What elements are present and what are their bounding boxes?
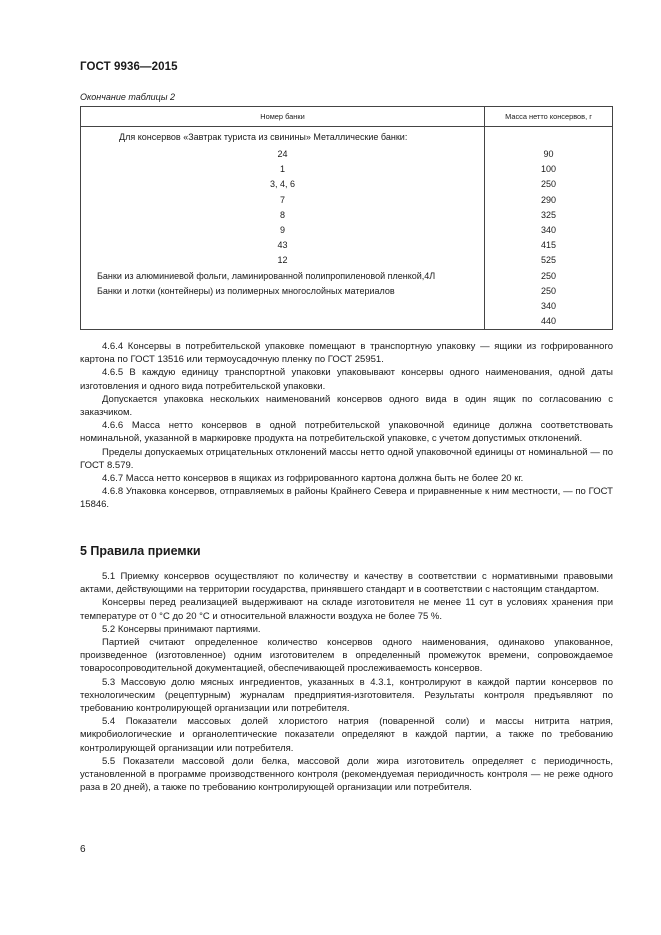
paragraph: Допускается упаковка нескольких наименований консервов одного вида в один ящик по согласованию с заказчиком. [80,393,613,419]
acceptance-text-block [80,570,613,794]
mass-table [80,106,613,330]
table-cell-mass: 250 [485,284,613,299]
table-row [81,147,613,162]
paragraph: Партией считают определенное количество консервов одного наименования, одинаково упакованное, произведенное (изготовленное) одним изготовителем в определенный промежуток времени, сопровождаемое товаросопроводительной документацией, обеспечивающей прослеживаемость консервов. [80,637,613,675]
paragraph: Консервы перед реализацией выдерживают на складе изготовителя не менее 11 сут в условиях хранения при температуре от 0 °С до 20 °С и относительной влажности воздуха не более 75 %. [80,597,613,622]
column-header-mass: Масса нетто консервов, г [485,107,613,127]
table-cell-name: 9 [81,223,485,238]
table-cell-name [81,314,485,330]
paragraph: 5.3 Массовую долю мясных ингредиентов, указанных в 4.3.1, контролируют в каждой партии консервов по технологическим (рецептурным) журналам предприятия-изготовителя. Результаты контроля предъявляют по требованию контролирующей организации или потребителя. [80,676,613,715]
table-cell-name: 1 [81,162,485,177]
paragraph: 4.6.4 Консервы в потребительской упаковке помещают в транспортную упаковку — ящики из гофрированного картона по ГОСТ 13516 или термоусадочную пленку по ГОСТ 25951. [80,341,613,366]
table-cell-name: Банки и лотки (контейнеры) из полимерных многослойных материалов [81,284,485,299]
paragraph: 5.1 Приемку консервов осуществляют по количеству и качеству в соответствии с нормативными правовыми актами, действующими на территории государства, принявшего стандарт и в соответствии с настоящим стандартом. [80,571,613,596]
paragraph: 5.4 Показатели массовых долей хлористого натрия (поваренной соли) и массы нитрита натрия, микробиологические и органолептические показатели определяют в каждой партии, а также по требованию контролирующей организации или потребителя. [80,716,613,754]
table-cell-name [81,299,485,314]
table-cell-mass: 100 [485,162,613,177]
paragraph: 4.6.6 Масса нетто консервов в одной потребительской упаковочной единице должна соответствовать номинальной, указанной в маркировке продукта на потребительской упаковке, с учетом допустимых отклонений. [80,420,613,445]
table-row [81,223,613,238]
table-row [81,193,613,208]
paragraph: 5.5 Показатели массовой доли белка, массовой доли жира изготовитель определяет с периодичность, установленной в программе производственного контроля (рекомендуемая периодичность контроля — не реже одного раза в 20 дней), а также по требованию контролирующей организации или потребителя. [80,755,613,794]
table-cell-mass: 290 [485,193,613,208]
table-row [81,162,613,177]
table-cell-mass: 340 [485,299,613,314]
table-cell-mass: 525 [485,253,613,268]
table-header-row [81,107,613,127]
table-cell-name: Банки из алюминиевой фольги, ламинированной полипропиленовой пленкой,4Л [81,269,485,284]
table-cell-mass: 90 [485,147,613,162]
table-cell-mass: 440 [485,314,613,330]
table-row [81,208,613,223]
table-cell-name: 8 [81,208,485,223]
table-row [81,253,613,268]
table-cell-name: 12 [81,253,485,268]
table-row [81,238,613,253]
table-cell-mass: 250 [485,269,613,284]
paragraph: 4.6.8 Упаковка консервов, отправляемых в районы Крайнего Севера и приравненные к ним местности, — по ГОСТ 15846. [80,486,613,511]
table-cell-mass: 340 [485,223,613,238]
table-row [81,269,613,284]
paragraph: Пределы допускаемых отрицательных отклонений массы нетто одной упаковочной единицы от номинальной — по ГОСТ 8.579. [80,446,613,471]
table-cell-name: 24 [81,147,485,162]
table-cell-name: 43 [81,238,485,253]
table-row [81,284,613,299]
table-caption: Окончание таблицы 2 [80,92,175,102]
section-title: 5 Правила приемки [80,544,201,558]
table-cell-mass: 325 [485,208,613,223]
table-row [81,299,613,314]
table-cell-name: Для консервов «Завтрак туриста из свинины» Металлические банки: [81,127,485,148]
column-header-name: Номер банки [81,107,485,127]
page-number: 6 [80,844,86,855]
table-cell-mass: 250 [485,177,613,192]
table-row [81,177,613,192]
table-cell-name: 3, 4, 6 [81,177,485,192]
paragraph: 4.6.7 Масса нетто консервов в ящиках из гофрированного картона должна быть не более 20 кг. [102,473,524,485]
table-row [81,314,613,330]
page-header: ГОСТ 9936—2015 [80,61,178,73]
packaging-text-block [80,340,613,512]
table-cell-name: 7 [81,193,485,208]
paragraph: 5.2 Консервы принимают партиями. [102,623,261,635]
table-cell-mass [485,127,613,148]
table-row [81,127,613,148]
paragraph: 4.6.5 В каждую единицу транспортной упаковки упаковывают консервы одного наименования, одной даты изготовления и одного вида потребительской упаковки. [80,367,613,392]
table-cell-mass: 415 [485,238,613,253]
